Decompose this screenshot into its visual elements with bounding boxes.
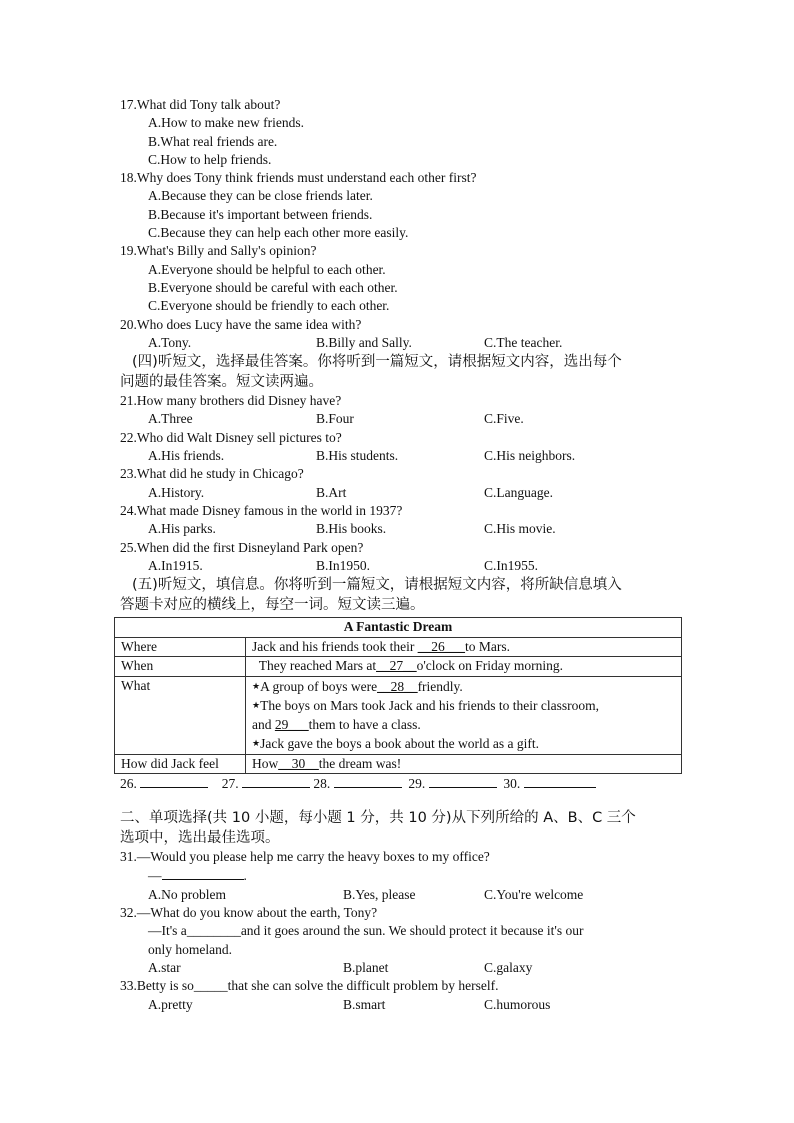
option-21a[interactable]: A.Three [148,411,193,427]
option-21c[interactable]: C.Five. [484,411,524,427]
option-32a[interactable]: A.star [148,959,181,975]
question-24: 24.What made Disney famous in the world in 1937? [120,502,403,518]
blank-29[interactable]: 29___ [274,716,309,732]
section-4-line1: (四)听短文，选择最佳答案。你将听到一篇短文，请根据短文内容，选出每个 [132,354,622,371]
option-20a[interactable]: A.Tony. [148,334,192,350]
blank-28[interactable]: __28__ [377,678,418,694]
option-33c[interactable]: C.humorous [484,996,551,1012]
blank-30[interactable]: __30__ [278,755,319,771]
options-20 [120,334,680,352]
table-row [115,657,682,677]
question-20: 20.Who does Lucy have the same idea with? [120,316,362,332]
table-row [115,637,682,657]
exam-page [120,96,680,1014]
option-31b[interactable]: B.Yes, please [343,886,416,902]
option-24b[interactable]: B.His books. [316,521,387,537]
option-18a[interactable]: A.Because they can be close friends later. [148,188,373,204]
option-32c[interactable]: C.galaxy [484,959,533,975]
option-24c[interactable]: C.His movie. [484,521,556,537]
option-31a[interactable]: A.No problem [148,886,226,902]
option-23b[interactable]: B.Art [316,484,347,500]
options-22 [120,447,680,465]
question-33: 33.Betty is so_____that she can solve the difficult problem by herself. [120,978,499,994]
option-17a[interactable]: A.How to make new friends. [148,115,304,131]
question-17: 17.What did Tony talk about? [120,97,281,112]
answer-29-blank[interactable] [429,774,497,788]
question-25: 25.When did the first Disneyland Park open? [120,539,364,555]
option-23c[interactable]: C.Language. [484,484,553,500]
section-4-instructions [120,352,680,392]
blank-26[interactable]: __26___ [417,638,465,654]
answer-blanks: 26. 27. 28. 29. 30. [120,774,680,794]
options-31 [120,886,680,904]
answer-28-blank[interactable] [334,774,402,788]
answer-27-blank[interactable] [242,774,310,788]
option-22b[interactable]: B.His students. [316,448,399,464]
option-33b[interactable]: B.smart [343,996,386,1012]
option-19a[interactable]: A.Everyone should be helpful to each other. [148,261,386,277]
option-20c[interactable]: C.The teacher. [484,334,563,350]
row-label-feel: How did Jack feel [115,754,246,774]
option-18c[interactable]: C.Because they can help each other more easily. [148,225,409,241]
blank-33[interactable]: _____ [193,978,228,994]
option-31c[interactable]: C.You're welcome [484,886,584,902]
reply-31: — . [148,868,247,884]
section-4-line2: 问题的最佳答案。短文读两遍。 [120,374,323,391]
row-label-when: When [115,657,246,677]
blank-32[interactable]: ________ [186,923,241,939]
section-two-line1: 二、单项选择(共 10 小题，每小题 1 分，共 10 分)从下列所给的 A、B、C 三个 [120,810,636,827]
option-25c[interactable]: C.In1955. [484,557,538,573]
row-label-where: Where [115,637,246,657]
question-21: 21.How many brothers did Disney have? [120,393,342,409]
table-row [115,754,682,774]
option-17b[interactable]: B.What real friends are. [148,133,278,149]
question-31: 31.—Would you please help me carry the heavy boxes to my office? [120,849,490,865]
options-33 [120,996,680,1014]
row-label-what: What [115,676,246,754]
row-value-where: Jack and his friends took their __26___to Mars. [246,637,682,657]
section-5-instructions [120,575,680,615]
option-25b[interactable]: B.In1950. [316,557,370,573]
table-title: A Fantastic Dream [115,618,682,638]
option-32b[interactable]: B.planet [343,959,389,975]
option-22a[interactable]: A.His friends. [148,448,225,464]
star-icon: ★ [252,738,261,749]
row-value-feel: How__30__the dream was! [246,754,682,774]
option-17c[interactable]: C.How to help friends. [148,151,272,167]
options-24 [120,520,680,538]
section-two-instructions [120,808,680,848]
question-19: 19.What's Billy and Sally's opinion? [120,243,317,259]
options-25 [120,557,680,575]
row-value-what: ★A group of boys were__28__friendly. ★The boys on Mars took Jack and his friends to their classroom, and 29___them to have a class. ★Jack gave the boys a book about the world as a gift. [246,676,682,754]
info-table [114,617,682,774]
answer-26-blank[interactable] [140,774,208,788]
answer-30-blank[interactable] [524,774,596,788]
star-icon: ★ [252,700,261,711]
option-33a[interactable]: A.pretty [148,996,193,1012]
option-23a[interactable]: A.History. [148,484,205,500]
options-21 [120,410,680,428]
question-32: 32.—What do you know about the earth, Tony? [120,905,378,921]
star-icon: ★ [252,680,261,691]
blank-27[interactable]: __27__ [376,658,417,674]
option-19c[interactable]: C.Everyone should be friendly to each other. [148,298,390,314]
table-row [115,676,682,754]
question-22: 22.Who did Walt Disney sell pictures to? [120,429,342,445]
option-21b[interactable]: B.Four [316,411,354,427]
section-5-line1: (五)听短文，填信息。你将听到一篇短文，请根据短文内容，将所缺信息填入 [132,577,622,594]
row-value-when: They reached Mars at__27__o'clock on Friday morning. [246,657,682,677]
reply-31-blank[interactable] [162,866,244,880]
question-32-body-2: only homeland. [148,941,232,957]
question-23: 23.What did he study in Chicago? [120,466,304,482]
section-two-line2: 选项中，选出最佳选项。 [120,830,280,847]
question-32-body: —It's a________and it goes around the sun. We should protect it because it's our [148,923,584,939]
option-22c[interactable]: C.His neighbors. [484,448,576,464]
option-24a[interactable]: A.His parks. [148,521,216,537]
section-5-line2: 答题卡对应的横线上，每空一词。短文读三遍。 [120,597,425,614]
option-20b[interactable]: B.Billy and Sally. [316,334,412,350]
options-23 [120,484,680,502]
option-18b[interactable]: B.Because it's important between friends. [148,206,373,222]
question-18: 18.Why does Tony think friends must understand each other first? [120,170,477,186]
option-25a[interactable]: A.In1915. [148,557,203,573]
option-19b[interactable]: B.Everyone should be careful with each other. [148,279,398,295]
options-32 [120,959,680,977]
